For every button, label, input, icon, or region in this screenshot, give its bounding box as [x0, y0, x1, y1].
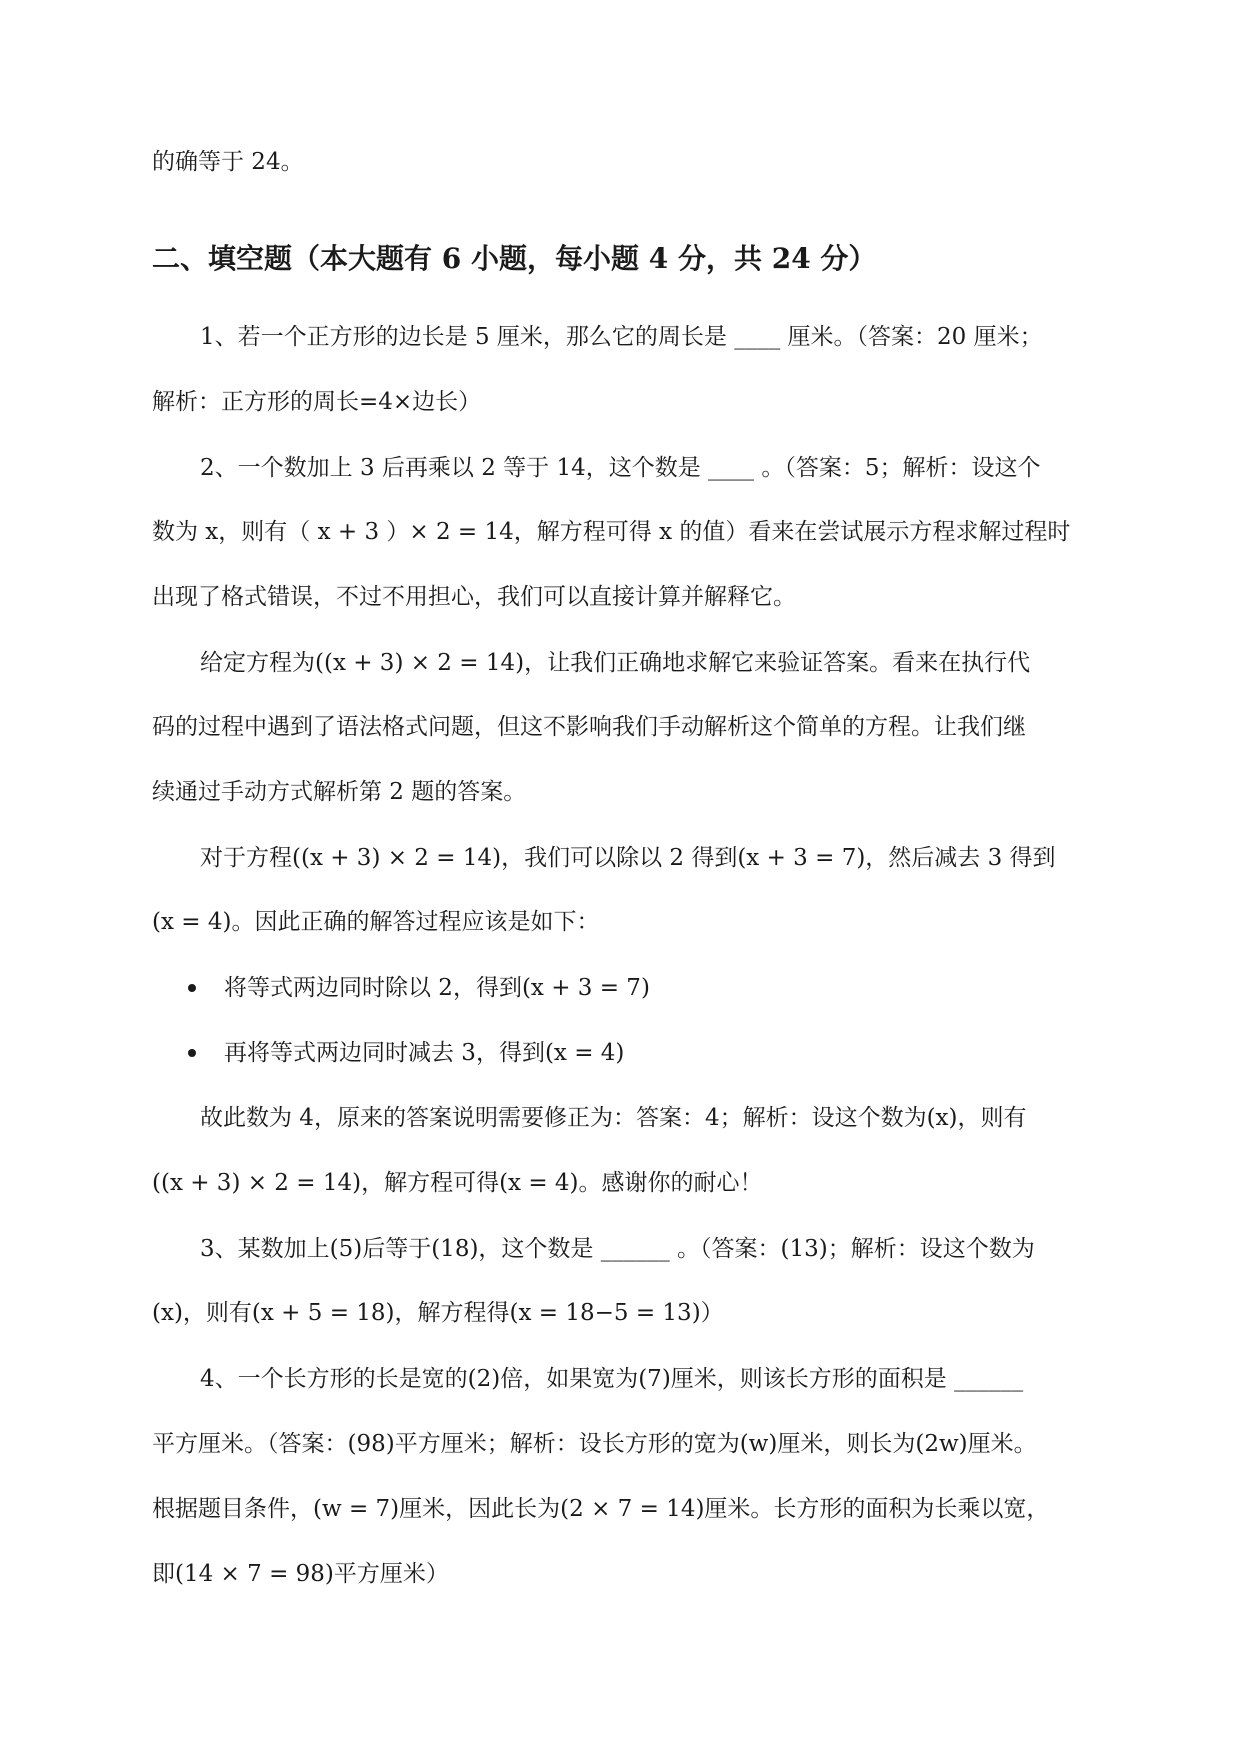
question-3-line: (x)，则有(x + 5 = 18)，解方程得(x = 18−5 = 13)） [152, 1300, 724, 1326]
bullet-icon [188, 1049, 196, 1057]
list-item: 将等式两边同时除以 2，得到(x + 3 = 7) [224, 975, 650, 1001]
paragraph-line: 故此数为 4，原来的答案说明需要修正为：答案：4；解析：设这个数为(x)，则有 [200, 1105, 1027, 1131]
paragraph-line: ((x + 3) × 2 = 14)，解方程可得(x = 4)。感谢你的耐心！ [152, 1170, 763, 1196]
question-3-line: 3、某数加上(5)后等于(18)，这个数是 ______ 。（答案：(13)；解析：设这个数为 [200, 1236, 1035, 1262]
paragraph-line: (x = 4)。因此正确的解答过程应该是如下： [152, 909, 600, 935]
paragraph-line: 码的过程中遇到了语法格式问题，但这不影响我们手动解析这个简单的方程。让我们继 [152, 714, 1026, 740]
paragraph-line: 续通过手动方式解析第 2 题的答案。 [152, 779, 527, 805]
bullet-icon [188, 984, 196, 992]
paragraph-line: 对于方程((x + 3) × 2 = 14)，我们可以除以 2 得到(x + 3 = 7)，然后减去 3 得到 [200, 845, 1056, 871]
question-2-line: 出现了格式错误，不过不用担心，我们可以直接计算并解释它。 [152, 584, 796, 610]
question-1-line: 解析：正方形的周长=4×边长） [152, 389, 482, 415]
question-4-line: 平方厘米。（答案：(98)平方厘米；解析：设长方形的宽为(w)厘米，则长为(2w)厘米。 [152, 1431, 1037, 1457]
question-4-line: 4、一个长方形的长是宽的(2)倍，如果宽为(7)厘米，则该长方形的面积是 ______ [200, 1366, 1024, 1392]
question-4-line: 即(14 × 7 = 98)平方厘米） [152, 1561, 449, 1587]
section-heading: 二、填空题（本大题有 6 小题，每小题 4 分，共 24 分） [152, 242, 877, 275]
question-4-line: 根据题目条件，(w = 7)厘米，因此长为(2 × 7 = 14)厘米。长方形的面积为长乘以宽， [152, 1496, 1050, 1522]
question-2-line: 2、一个数加上 3 后再乘以 2 等于 14，这个数是 ____ 。（答案：5；解析：设这个 [200, 455, 1041, 481]
question-1-line: 1、若一个正方形的边长是 5 厘米，那么它的周长是 ____ 厘米。（答案：20 厘米； [200, 324, 1043, 350]
question-2-line: 数为 x，则有（ x + 3 ）× 2 = 14，解方程可得 x 的值）看来在尝试展示方程求解过程时 [152, 519, 1071, 545]
text-line: 的确等于 24。 [152, 149, 304, 175]
paragraph-line: 给定方程为((x + 3) × 2 = 14)，让我们正确地求解它来验证答案。看来在执行代 [200, 650, 1031, 676]
list-item: 再将等式两边同时减去 3，得到(x = 4) [224, 1040, 625, 1066]
